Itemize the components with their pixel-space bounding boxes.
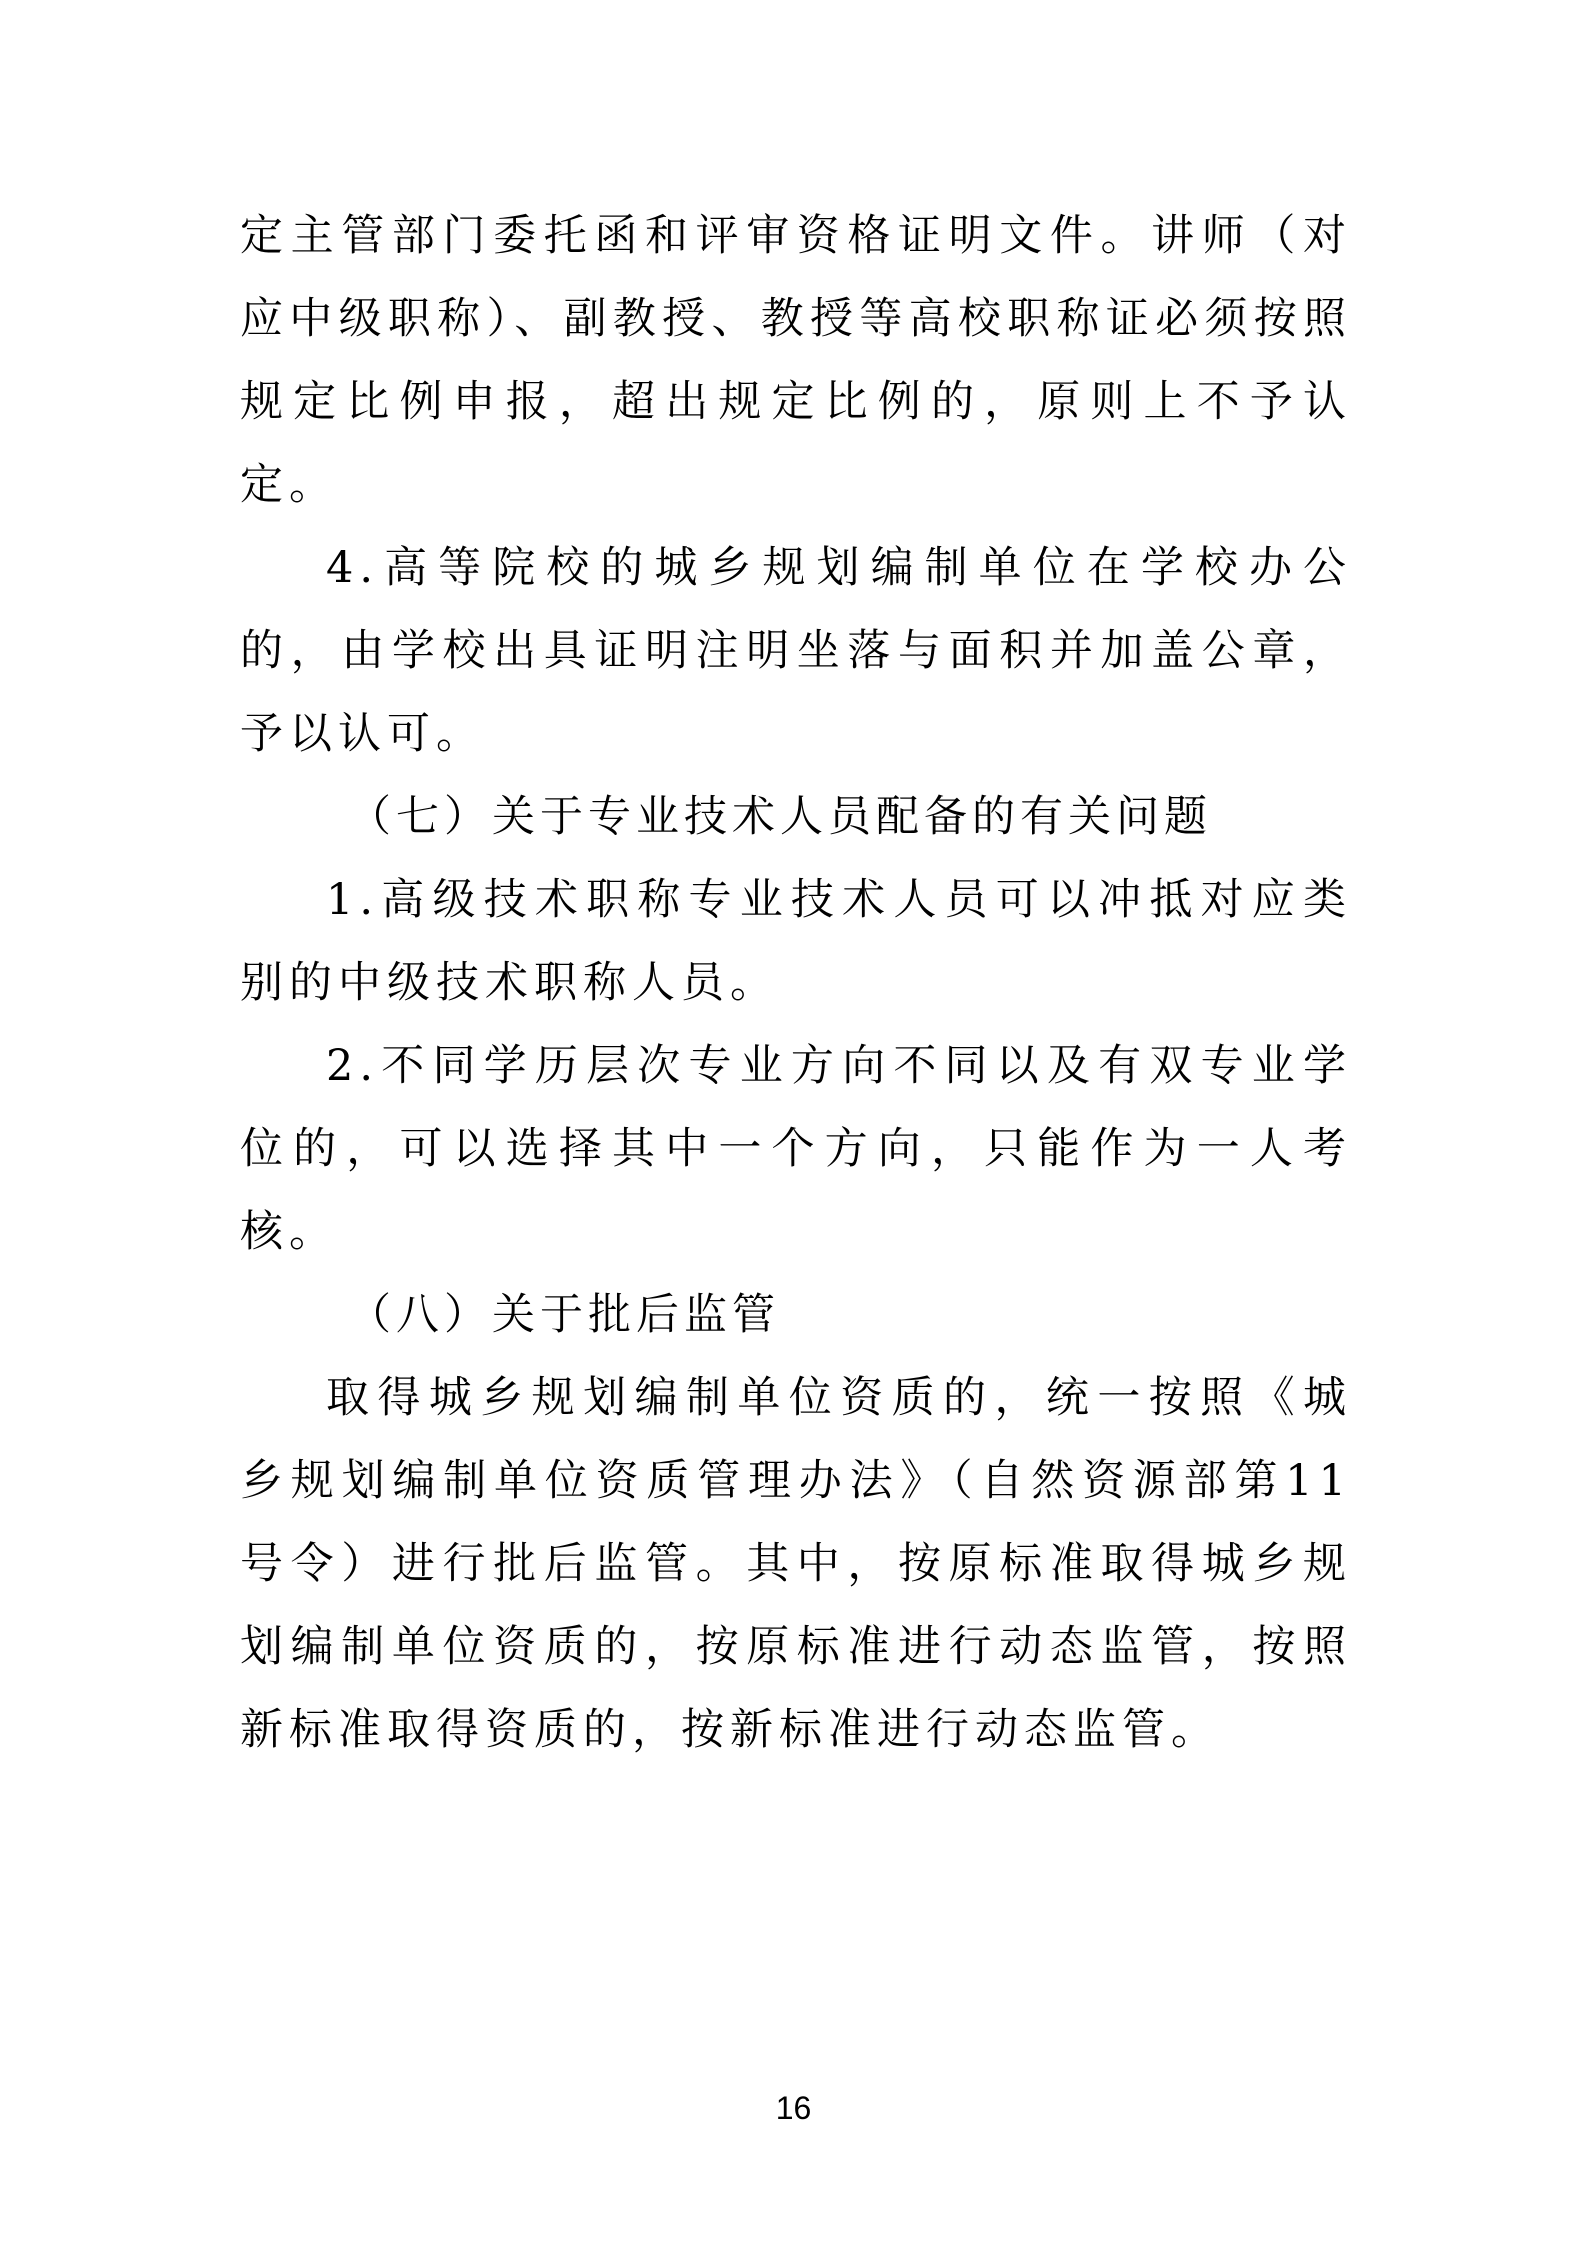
page-number: 16 xyxy=(775,2090,812,2126)
paragraph-supervision: 取得城乡规划编制单位资质的，统一按照《城乡规划编制单位资质管理办法》（自然资源部第11号令）进行批后监管。其中，按原标准取得城乡规划编制单位资质的，按原标准进行动态监管，按照新标准取得资质的，按新标准进行动态监管。 xyxy=(240,1373,1352,1755)
paragraph-item-1: 1.高级技术职称专业技术人员可以冲抵对应类别的中级技术职称人员。 xyxy=(240,875,1352,1008)
paragraph-item-4: 4.高等院校的城乡规划编制单位在学校办公的，由学校出具证明注明坐落与面积并加盖公章，予以认可。 xyxy=(240,543,1352,759)
document-body xyxy=(240,195,1352,1772)
section-heading-8: （八）关于批后监管 xyxy=(348,1290,780,1340)
section-heading-7: （七）关于专业技术人员配备的有关问题 xyxy=(348,792,1212,842)
paragraph-item-2: 2.不同学历层次专业方向不同以及有双专业学位的，可以选择其中一个方向，只能作为一人考核。 xyxy=(240,1041,1352,1257)
paragraph-continuation: 定主管部门委托函和评审资格证明文件。讲师（对应中级职称）、副教授、教授等高校职称证必须按照规定比例申报，超出规定比例的，原则上不予认定。 xyxy=(240,211,1352,510)
